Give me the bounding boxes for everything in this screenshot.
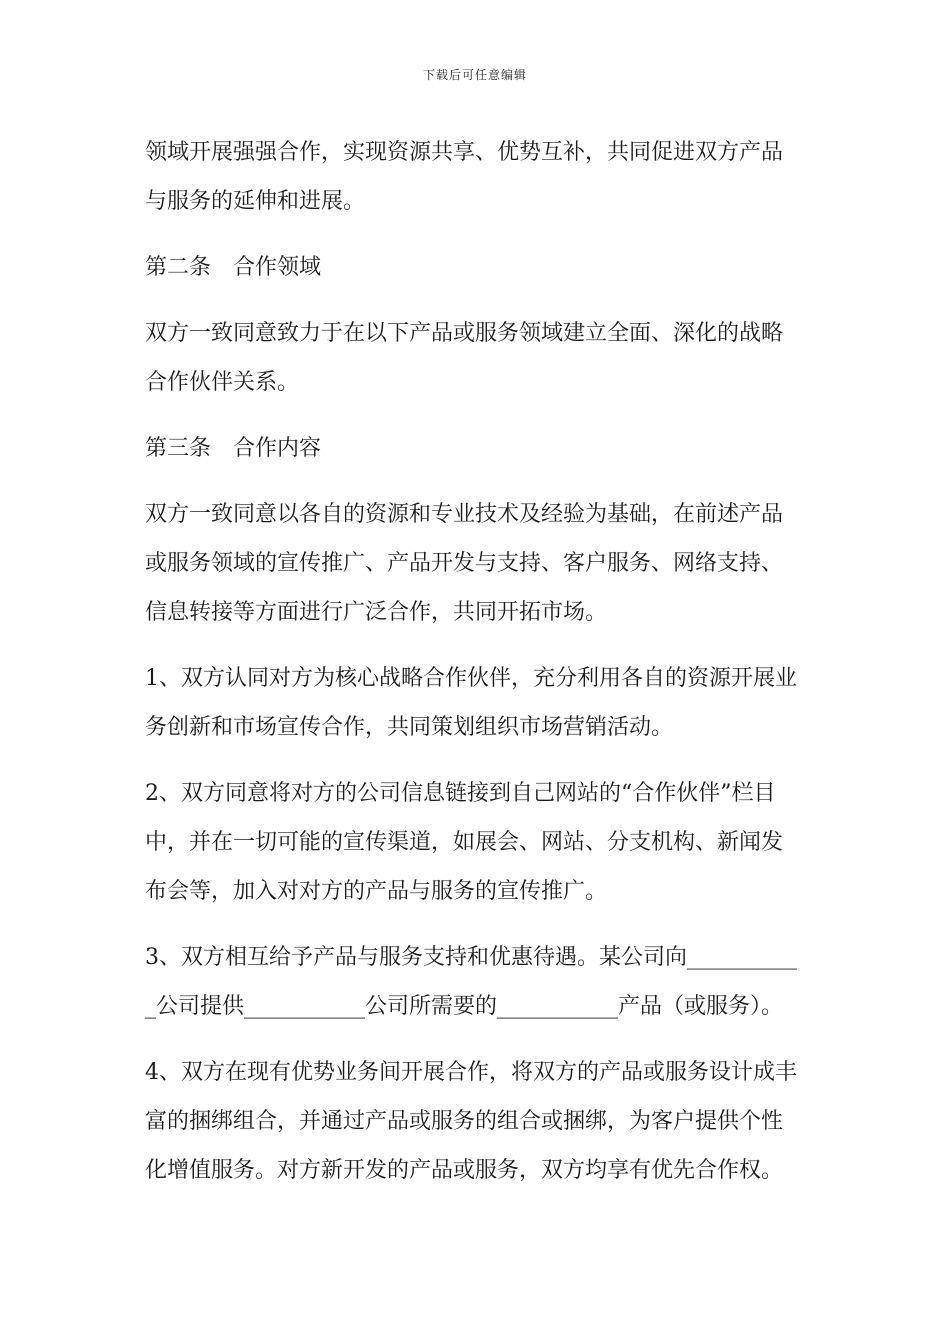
- text-line: 布会等，加入对对方的产品与服务的宣传推广。: [145, 879, 608, 904]
- text-line: 双方一致同意致力于在以下产品或服务领域建立全面、深化的战略: [145, 321, 784, 346]
- paragraph: [145, 654, 815, 752]
- text-line: 与服务的延伸和进展。: [145, 189, 366, 214]
- page-header-note: 下载后可任意编辑: [422, 68, 527, 82]
- text-line: 1、双方认同对方为核心战略合作伙伴，充分利用各自的资源开展业: [145, 666, 797, 691]
- article-title: 第三条 合作内容: [145, 436, 322, 461]
- paragraph: [145, 933, 815, 1031]
- text-line: 务创新和市场宣传合作，共同策划组织市场营销活动。: [145, 715, 674, 740]
- paragraph: [145, 128, 815, 226]
- paragraph: [145, 490, 815, 637]
- text-line: 富的捆绑组合，并通过产品或服务的组合或捆绑，为客户提供个性: [145, 1109, 784, 1134]
- article-heading: [145, 243, 815, 292]
- document-body: [145, 128, 815, 1195]
- text-line: 3、双方相互给予产品与服务支持和优惠待遇。某公司向__________: [145, 945, 797, 970]
- text-line: 双方一致同意以各自的资源和专业技术及经验为基础，在前述产品: [145, 502, 784, 527]
- text-line: 化增值服务。对方新开发的产品或服务，双方均享有优先合作权。: [145, 1158, 784, 1183]
- article-heading: [145, 424, 815, 473]
- text-line: 2、双方同意将对方的公司信息链接到自己网站的“合作伙伴”栏目: [145, 781, 776, 806]
- text-line: _公司提供___________公司所需要的___________产品（或服务）。: [145, 994, 784, 1019]
- text-line: 或服务领域的宣传推广、产品开发与支持、客户服务、网络支持、: [145, 551, 784, 576]
- text-line: 中，并在一切可能的宣传渠道，如展会、网站、分支机构、新闻发: [145, 830, 784, 855]
- paragraph: [145, 309, 815, 407]
- article-title: 第二条 合作领域: [145, 255, 322, 280]
- paragraph: [145, 1048, 815, 1195]
- paragraph: [145, 769, 815, 916]
- text-line: 合作伙伴关系。: [145, 370, 300, 395]
- text-line: 领域开展强强合作，实现资源共享、优势互补，共同促进双方产品: [145, 140, 784, 165]
- text-line: 信息转接等方面进行广泛合作，共同开拓市场。: [145, 600, 608, 625]
- text-line: 4、双方在现有优势业务间开展合作，将双方的产品或服务设计成丰: [145, 1060, 797, 1085]
